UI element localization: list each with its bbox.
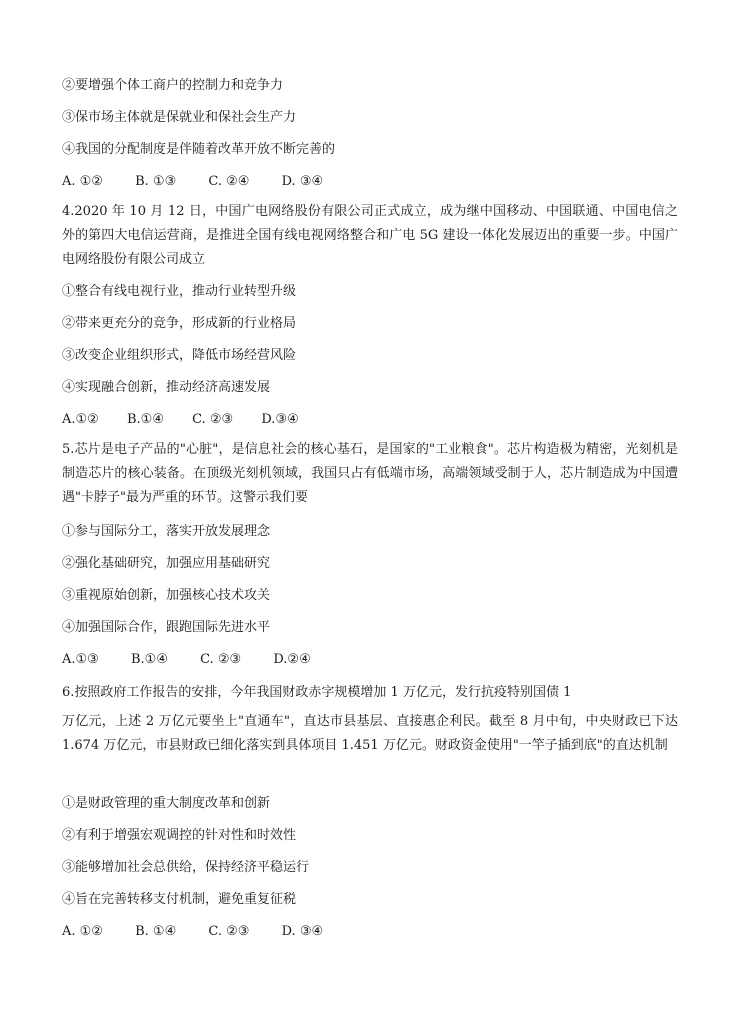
q6-answer-b: B. ①④ bbox=[135, 924, 177, 939]
q3-option-4: ④我国的分配制度是伴随着改革开放不断完善的 bbox=[62, 142, 336, 157]
q6-answer-choices bbox=[62, 924, 323, 940]
q6-option-1: ①是财政管理的重大制度改革和创新 bbox=[62, 796, 271, 811]
q6-answer-c: C. ②③ bbox=[208, 924, 250, 939]
q6-stem: 万亿元，上述 2 万亿元要坐上"直通车"，直达市县基层、直接惠企利民。截至 8 月中旬，中央财政已下达 1.674 万亿元，市县财政已细化落实到具体项目 1.451 万亿元。财政资金使用"一竿子插到底"的直达机制 bbox=[62, 714, 678, 753]
q3-option-3: ③保市场主体就是保就业和保社会生产力 bbox=[62, 110, 297, 125]
q5-stem: 5.芯片是电子产品的"心脏"，是信息社会的核心基石，是国家的"工业粮食"。芯片构造极为精密，光刻机是制造芯片的核心装备。在顶级光刻机领域，我国只占有低端市场，高端领域受制于人，芯片制造成为中国遭遇"卡脖子"最为严重的环节。这警示我们要 bbox=[62, 442, 678, 505]
q5-option-2: ②强化基础研究，加强应用基础研究 bbox=[62, 556, 271, 571]
q5-option-3: ③重视原始创新，加强核心技术攻关 bbox=[62, 588, 271, 603]
q3-option-2: ②要增强个体工商户的控制力和竞争力 bbox=[62, 78, 284, 93]
q6-stem-line-1: 6.按照政府工作报告的安排，今年我国财政赤字规模增加 1 万亿元，发行抗疫特别国债 1 bbox=[62, 685, 572, 700]
q4-answer-choices bbox=[62, 412, 299, 428]
q4-option-3: ③改变企业组织形式，降低市场经营风险 bbox=[62, 348, 297, 363]
q5-option-1: ①参与国际分工，落实开放发展理念 bbox=[62, 524, 271, 539]
q5-answer-c: C. ②③ bbox=[200, 652, 242, 667]
q3-answer-a: A. ①② bbox=[62, 174, 103, 189]
q5-answer-choices bbox=[62, 652, 311, 668]
q5-answer-d: D.②④ bbox=[273, 652, 311, 667]
q3-answer-b: B. ①③ bbox=[135, 174, 177, 189]
q4-answer-c: C. ②③ bbox=[192, 412, 234, 427]
q4-option-2: ②带来更充分的竞争，形成新的行业格局 bbox=[62, 316, 297, 331]
q4-answer-b: B.①④ bbox=[126, 412, 164, 427]
q3-answer-choices bbox=[62, 174, 323, 190]
q3-answer-d: D. ③④ bbox=[281, 174, 324, 189]
q6-answer-a: A. ①② bbox=[62, 924, 103, 939]
q5-answer-a: A.①③ bbox=[62, 652, 99, 667]
q4-option-1: ①整合有线电视行业，推动行业转型升级 bbox=[62, 284, 297, 299]
q6-option-3: ③能够增加社会总供给，保持经济平稳运行 bbox=[62, 860, 310, 875]
q4-answer-d: D.③④ bbox=[261, 412, 299, 427]
q6-answer-d: D. ③④ bbox=[281, 924, 324, 939]
q6-option-4: ④旨在完善转移支付机制，避免重复征税 bbox=[62, 892, 297, 907]
q5-option-4: ④加强国际合作，跟跑国际先进水平 bbox=[62, 620, 271, 635]
q3-answer-c: C. ②④ bbox=[208, 174, 250, 189]
q6-option-2: ②有利于增强宏观调控的针对性和时效性 bbox=[62, 828, 297, 843]
q4-option-4: ④实现融合创新，推动经济高速发展 bbox=[62, 380, 271, 395]
q5-answer-b: B.①④ bbox=[130, 652, 168, 667]
q4-answer-a: A.①② bbox=[62, 412, 99, 427]
q4-stem: 4.2020 年 10 月 12 日，中国广电网络股份有限公司正式成立，成为继中国移动、中国联通、中国电信之外的第四大电信运营商，是推进全国有线电视网络整合和广电 5G 建设一体化发展迈出的重要一步。中国广电网络股份有限公司成立 bbox=[62, 204, 678, 267]
